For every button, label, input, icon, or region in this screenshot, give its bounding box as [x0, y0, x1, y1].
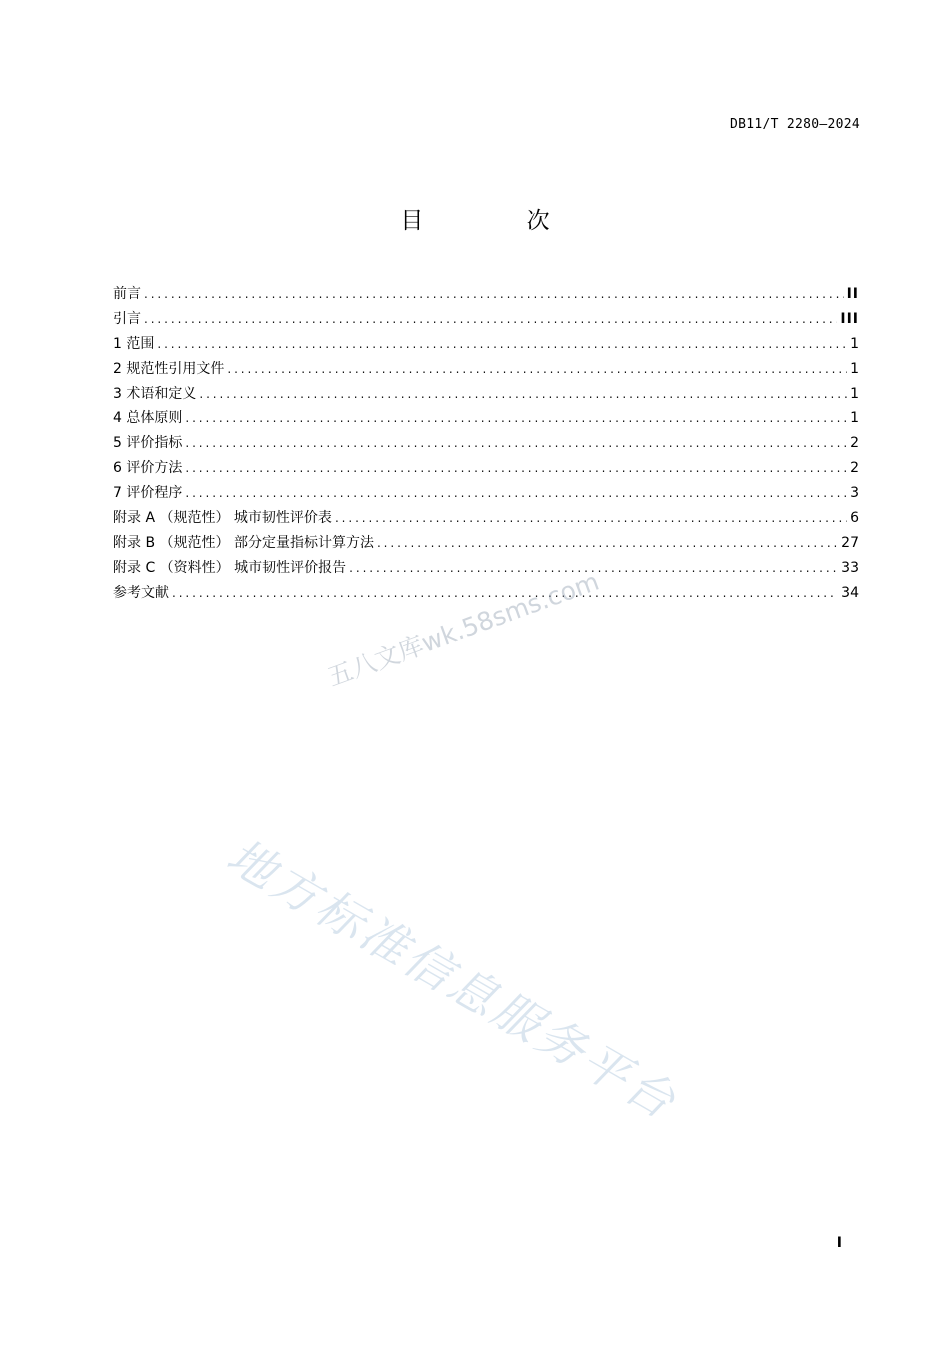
toc-entry-appendix-c[interactable]: [113, 556, 859, 581]
toc-entry-evaluation-methods[interactable]: [113, 456, 859, 481]
toc-entry-general-principles[interactable]: [113, 406, 859, 431]
toc-entry-page: 1: [850, 410, 859, 427]
toc-entry-page: 1: [850, 385, 859, 402]
toc-entry-page: 1: [850, 335, 859, 352]
toc-entry-normative-references[interactable]: [113, 357, 859, 382]
table-of-contents: [113, 282, 859, 606]
toc-leader-dots: [185, 406, 847, 431]
toc-leader-dots: [157, 332, 847, 357]
toc-leader-dots: [335, 506, 847, 531]
toc-entry-page: 3: [850, 485, 859, 502]
toc-entry-label: 1 范围: [113, 335, 155, 352]
toc-entry-label: 6 评价方法: [113, 460, 183, 477]
toc-entry-label: 附录 C （资料性） 城市韧性评价报告: [113, 559, 347, 576]
toc-entry-page: 33: [841, 559, 859, 576]
page-number: I: [836, 1235, 842, 1251]
toc-entry-page: 34: [841, 584, 859, 601]
toc-entry-evaluation-indicators[interactable]: [113, 431, 859, 456]
toc-entry-terms-definitions[interactable]: [113, 382, 859, 407]
toc-entry-page: 2: [850, 460, 859, 477]
toc-entry-evaluation-procedure[interactable]: [113, 481, 859, 506]
toc-leader-dots: [377, 531, 838, 556]
toc-entry-label: 5 评价指标: [113, 435, 183, 452]
toc-entry-appendix-a[interactable]: [113, 506, 859, 531]
toc-entry-label: 4 总体原则: [113, 410, 183, 427]
site-watermark: 五八文库wk.58sms.com: [323, 566, 603, 692]
toc-entry-scope[interactable]: [113, 332, 859, 357]
toc-entry-page: 27: [841, 534, 859, 551]
toc-entry-introduction[interactable]: [113, 307, 859, 332]
toc-entry-page: III: [840, 310, 859, 327]
toc-entry-page: 1: [850, 360, 859, 377]
toc-leader-dots: [185, 456, 847, 481]
toc-entry-label: 3 术语和定义: [113, 385, 197, 402]
toc-entry-page: 6: [850, 510, 859, 527]
toc-leader-dots: [227, 357, 847, 382]
toc-entry-label: 前言: [113, 286, 141, 302]
toc-entry-page: 2: [850, 435, 859, 452]
toc-entry-preface[interactable]: [113, 282, 859, 307]
toc-leader-dots: [144, 307, 837, 332]
toc-leader-dots: [185, 481, 847, 506]
document-code: DB11/T 2280—2024: [729, 117, 860, 132]
toc-entry-label: 参考文献: [113, 584, 169, 601]
toc-entry-label: 7 评价程序: [113, 485, 183, 502]
toc-entry-label: 附录 B （规范性） 部分定量指标计算方法: [113, 534, 374, 551]
toc-entry-label: 引言: [113, 310, 141, 327]
toc-leader-dots: [144, 282, 844, 307]
toc-leader-dots: [199, 382, 847, 407]
platform-watermark: 地方标准信息服务平台: [217, 828, 687, 1132]
toc-leader-dots: [185, 431, 847, 456]
toc-entry-label: 2 规范性引用文件: [113, 360, 225, 377]
toc-title: 目 次: [400, 208, 598, 234]
toc-entry-label: 附录 A （规范性） 城市韧性评价表: [113, 510, 332, 527]
toc-entry-page: II: [846, 286, 859, 302]
toc-entry-appendix-b[interactable]: [113, 531, 859, 556]
